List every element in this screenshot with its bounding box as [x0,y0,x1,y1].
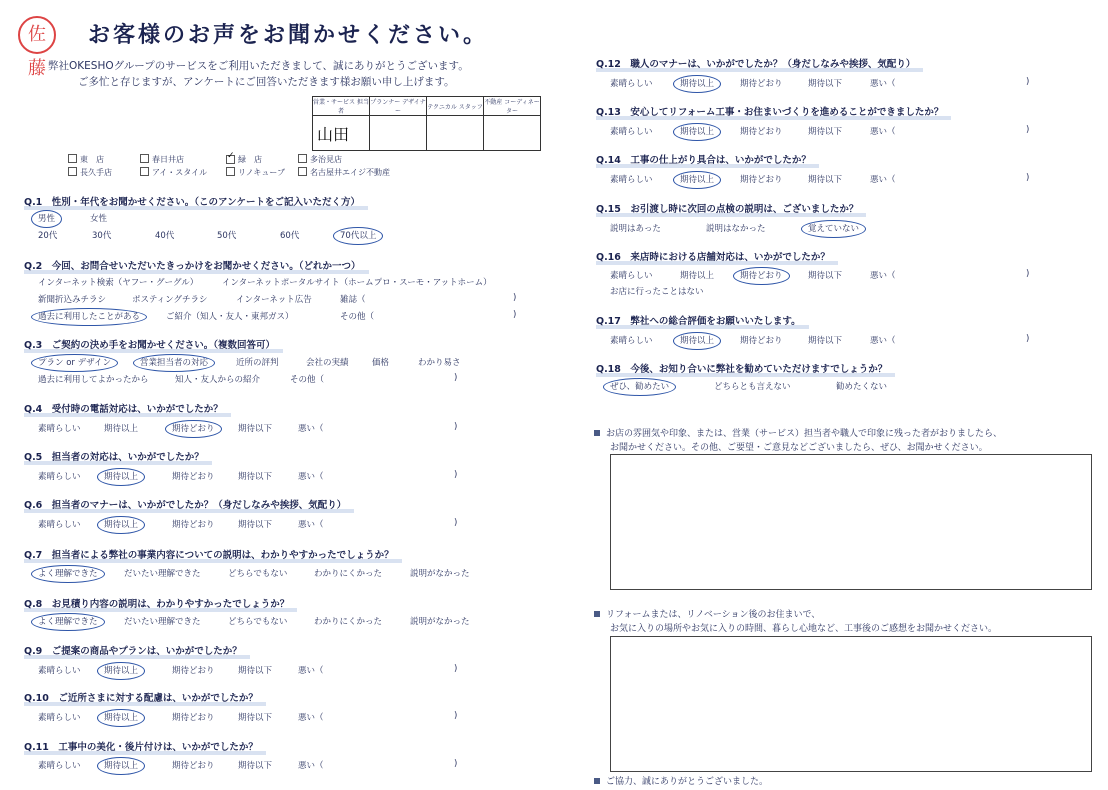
rating-paren: ) [454,664,458,674]
q3-option[interactable]: 知人・友人からの紹介 [175,375,261,385]
understand-option[interactable]: 説明がなかった [410,569,470,579]
q15-option[interactable]: 説明はなかった [706,224,766,234]
staff-header-realestate: 不動産 コーディネーター [484,97,541,116]
q3-selected: 営業担当者の対応 [133,354,215,372]
rating-option[interactable]: 素晴らしい [38,424,81,434]
staff-header-planner: プランナー デザイナー [370,97,427,116]
hanko-seal: 佐藤 [18,16,56,54]
prompt-line: リフォームまたは、リノベーション後のお住まいで、 [606,610,821,620]
understand-option[interactable]: だいたい理解できた [124,569,201,579]
rating-paren: ) [454,518,458,528]
rating-option[interactable] [740,269,783,281]
rating-option[interactable] [172,422,215,434]
rating-option[interactable]: 期待どおり [740,127,783,137]
rating-option[interactable]: 期待以下 [808,175,843,185]
q16-title: Q.16 来店時における店舗対応は、いかがでしたか？ [596,249,830,263]
rating-option[interactable]: 期待以下 [808,127,843,137]
rating-selected: 期待以上 [673,171,721,189]
q3-option[interactable]: 会社の実績 [306,358,349,368]
store-checkbox-checked[interactable] [226,154,262,165]
rating-paren: ) [1026,173,1030,183]
rating-selected: 期待以上 [673,123,721,141]
rating-option[interactable]: 期待どおり [740,175,783,185]
rating-option[interactable]: 期待以下 [238,666,273,676]
q1-option[interactable]: 女性 [90,214,108,224]
q11-title: Q.11 工事中の美化・後片付けは、いかがでしたか？ [24,739,258,753]
rating-option[interactable]: 素晴らしい [38,520,81,530]
q5-title: Q.5 担当者の対応は、いかがでしたか？ [24,449,204,463]
comment-section-2-prompt [594,607,820,620]
rating-paren: ) [1026,334,1030,344]
q1-age[interactable] [340,229,376,241]
rating-selected: 期待以上 [97,516,145,534]
store-label: 多治見店 [310,155,342,164]
q2-option[interactable]: 新聞折込みチラシ [38,295,107,305]
q10-title: Q.10 ご近所さまに対する配慮は、いかがでしたか？ [24,690,258,704]
rating-option[interactable]: 悪い（ [870,336,896,346]
rating-option[interactable] [680,334,714,346]
rating-option[interactable]: 期待以下 [808,336,843,346]
rating-option[interactable]: 期待以下 [808,79,843,89]
q18-option[interactable] [610,380,669,392]
q12-title: Q.12 職人のマナーは、いかがでしたか？（身だしなみや挨拶、気配り） [596,56,915,70]
q3-paren: ) [454,373,458,383]
rating-option[interactable]: 期待以下 [238,472,273,482]
rating-option[interactable]: 期待どおり [172,713,215,723]
q1-age[interactable]: 20代 [38,231,58,241]
store-checkbox[interactable] [68,167,112,178]
rating-paren: ) [1026,269,1030,279]
q6-title: Q.6 担当者のマナーは、いかがでしたか？（身だしなみや挨拶、気配り） [24,497,346,511]
q3-selected: プラン or デザイン [31,354,118,372]
store-label: 東 店 [80,155,104,164]
q17-title: Q.17 弊社への総合評価をお願いいたします。 [596,313,801,327]
staff-value-sales[interactable]: 山田 [313,116,370,151]
rating-option[interactable]: 悪い（ [298,424,324,434]
rating-option[interactable]: 悪い（ [870,175,896,185]
rating-selected: 期待どおり [733,267,790,285]
rating-option[interactable]: 悪い（ [298,520,324,530]
rating-option[interactable]: 悪い（ [870,127,896,137]
q2-paren: ) [513,310,517,320]
q3-option[interactable]: 過去に利用してよかったから [38,375,149,385]
rating-selected: 期待以上 [97,662,145,680]
staff-table [312,96,541,151]
store-checkbox[interactable] [298,167,390,178]
store-label: アイ・スタイル [152,168,208,177]
comment-section-1-prompt [594,426,1002,439]
staff-value-planner[interactable] [370,116,427,151]
staff-value-realestate[interactable] [484,116,541,151]
understand-option[interactable]: わかりにくかった [314,569,383,579]
understand-option[interactable]: どちらでもない [228,569,288,579]
rating-option[interactable]: 期待どおり [172,666,215,676]
store-checkbox[interactable] [140,167,207,178]
q2-paren: ) [513,293,517,303]
q13-title: Q.13 安心してリフォーム工事・お住まいづくりを進めることができましたか？ [596,104,943,118]
staff-header-sales: 営業・サービス 担当者 [313,97,370,116]
rating-option[interactable]: 期待どおり [740,79,783,89]
rating-option[interactable] [104,470,138,482]
q2-option[interactable]: その他（ [340,312,375,322]
rating-option[interactable]: 素晴らしい [38,472,81,482]
q9-title: Q.9 ご提案の商品やプランは、いかがでしたか？ [24,643,242,657]
q2-option[interactable]: インターネット広告 [236,295,312,305]
store-label: 長久手店 [80,168,112,177]
understand-option[interactable]: わかりにくかった [314,617,383,627]
rating-selected: 期待以上 [97,757,145,775]
rating-option[interactable] [104,518,138,530]
comment-section-1-prompt-2: お聞かせください。その他、ご要望・ご意見などございましたら、ぜひ、お聞かせください。 [610,443,988,453]
q2-title: Q.2 今回、お問合せいただいたきっかけをお聞かせください。（どれか一つ） [24,258,361,272]
intro-line-1: 弊社OKESHOグループのサービスをご利用いただきまして、誠にありがとうございます。 [48,60,469,72]
rating-option[interactable]: 素晴らしい [610,127,653,137]
q1-title: Q.1 性別・年代をお聞かせください。（このアンケートをご記入いただく方） [24,194,360,208]
prompt-line: お店の雰囲気や印象、または、営業（サービス）担当者や職人で印象に残った者がおりましたら、 [606,429,1003,439]
rating-option[interactable]: 期待以上 [104,424,139,434]
q15-option[interactable] [808,222,859,234]
q8-title: Q.8 お見積り内容の説明は、わかりやすかったでしょうか？ [24,596,289,610]
comment-box-2[interactable] [610,636,1092,772]
rating-option[interactable] [680,173,714,185]
rating-option[interactable]: 素晴らしい [610,175,653,185]
rating-paren: ) [1026,77,1030,87]
q3-option[interactable]: その他（ [290,375,325,385]
rating-option[interactable] [680,77,714,89]
store-label: 緑 店 [238,155,262,164]
store-checkbox[interactable] [140,154,184,165]
q1-age-selected: 70代以上 [333,227,383,245]
comment-box-1[interactable] [610,454,1092,590]
rating-option[interactable]: 素晴らしい [610,79,653,89]
rating-option[interactable] [104,664,138,676]
q2-option[interactable]: ご紹介（知人・友人・東邦ガス） [166,312,294,322]
rating-option[interactable]: 素晴らしい [610,336,653,346]
understand-option[interactable]: どちらでもない [228,617,288,627]
rating-option[interactable] [104,759,138,771]
rating-option[interactable]: 素晴らしい [38,761,81,771]
rating-paren: ) [454,711,458,721]
q15-title: Q.15 お引渡し時に次回の点検の説明は、ございましたか？ [596,201,858,215]
rating-option[interactable]: 悪い（ [870,79,896,89]
rating-option[interactable]: 素晴らしい [38,713,81,723]
q1-selected: 男性 [31,210,62,228]
staff-header-technical: テクニカル スタッフ [427,97,484,116]
rating-selected: 期待以上 [97,468,145,486]
rating-option[interactable]: 素晴らしい [610,271,653,281]
understand-option[interactable]: だいたい理解できた [124,617,201,627]
bullet-square-icon [594,430,600,436]
bullet-square-icon [594,778,600,784]
rating-paren: ) [454,759,458,769]
store-label: 春日井店 [152,155,184,164]
rating-option[interactable]: 期待以下 [238,520,273,530]
q1-age[interactable]: 40代 [155,231,175,241]
understand-option[interactable]: 説明がなかった [410,617,470,627]
store-checkbox[interactable] [226,167,285,178]
staff-value-technical[interactable] [427,116,484,151]
rating-option[interactable]: 期待以下 [238,713,273,723]
q14-title: Q.14 工事の仕上がり具合は、いかがでしたか？ [596,152,811,166]
q18-option[interactable]: 勧めたくない [836,382,888,392]
q4-title: Q.4 受付時の電話対応は、いかがでしたか？ [24,401,223,415]
q18-title: Q.18 今後、お知り合いに弊社を勧めていただけますでしょうか？ [596,361,887,375]
rating-option[interactable]: 悪い（ [298,761,324,771]
footer-thanks [594,774,768,787]
q15-selected: 覚えていない [801,220,866,238]
rating-paren: ) [454,470,458,480]
bullet-square-icon [594,611,600,617]
rating-option[interactable]: 期待どおり [172,472,215,482]
rating-option[interactable]: 期待以上 [680,271,715,281]
q2-option[interactable]: 雑誌（ [340,295,366,305]
understand-option[interactable] [38,615,98,627]
store-label: 名古屋井エイジ不動産 [310,168,390,177]
rating-paren: ) [1026,125,1030,135]
store-label: リノキューブ [238,168,285,177]
rating-selected: 期待以上 [673,75,721,93]
understand-selected: よく理解できた [31,613,105,631]
q2-option[interactable] [38,310,140,322]
q1-age[interactable]: 50代 [217,231,237,241]
q16-extra-option[interactable]: お店に行ったことはない [610,287,704,297]
q1-age[interactable]: 30代 [92,231,112,241]
rating-option[interactable]: 悪い（ [298,666,324,676]
q3-option[interactable] [38,356,111,368]
store-checkbox[interactable] [298,154,342,165]
rating-selected: 期待どおり [165,420,222,438]
rating-option[interactable] [104,711,138,723]
page-title: お客様のお声をお聞かせください。 [88,23,489,48]
q3-option[interactable]: 近所の評判 [236,358,279,368]
rating-selected: 期待以上 [673,332,721,350]
rating-option[interactable]: 期待以下 [238,424,273,434]
rating-option[interactable]: 素晴らしい [38,666,81,676]
q2-option[interactable]: ポスティングチラシ [132,295,208,305]
understand-selected: よく理解できた [31,565,105,583]
rating-option[interactable]: 期待以下 [238,761,273,771]
understand-option[interactable] [38,567,98,579]
comment-section-2-prompt-2: お気に入りの場所やお気に入りの時間、暮らし心地など、工事後のご感想をお聞かせください。 [610,624,998,634]
q3-title: Q.3 ご契約の決め手をお聞かせください。（複数回答可） [24,337,275,351]
rating-option[interactable]: 悪い（ [298,472,324,482]
rating-paren: ) [454,422,458,432]
q2-option[interactable]: インターネットポータルサイト（ホームプロ・スーモ・アットホーム） [222,278,492,288]
q2-selected: 過去に利用したことがある [31,308,147,326]
q15-option[interactable]: 説明はあった [610,224,661,234]
q1-option[interactable] [38,212,55,224]
q3-option[interactable]: 価格 [372,358,390,368]
intro-line-2: ご多忙と存じますが、アンケートにご回答いただきます様お願い申し上げます。 [78,76,455,88]
rating-option[interactable]: 悪い（ [298,713,324,723]
q2-option[interactable]: インターネット検索（ヤフー・グーグル） [38,278,199,288]
q18-selected: ぜひ、勧めたい [603,378,676,396]
q3-option[interactable] [140,356,208,368]
q3-option[interactable]: わかり易さ [418,358,461,368]
rating-option[interactable]: 期待以下 [808,271,843,281]
rating-option[interactable]: 悪い（ [870,271,896,281]
store-checkbox[interactable] [68,154,104,165]
rating-option[interactable]: 期待どおり [172,761,215,771]
rating-selected: 期待以上 [97,709,145,727]
q18-option[interactable]: どちらとも言えない [714,382,791,392]
footer-text: ご協力、誠にありがとうございました。 [606,777,769,787]
rating-option[interactable] [680,125,714,137]
rating-option[interactable]: 期待どおり [172,520,215,530]
rating-option[interactable]: 期待どおり [740,336,783,346]
q1-age[interactable]: 60代 [280,231,300,241]
q7-title: Q.7 担当者による弊社の事業内容についての説明は、わかりやすかったでしょうか？ [24,547,394,561]
